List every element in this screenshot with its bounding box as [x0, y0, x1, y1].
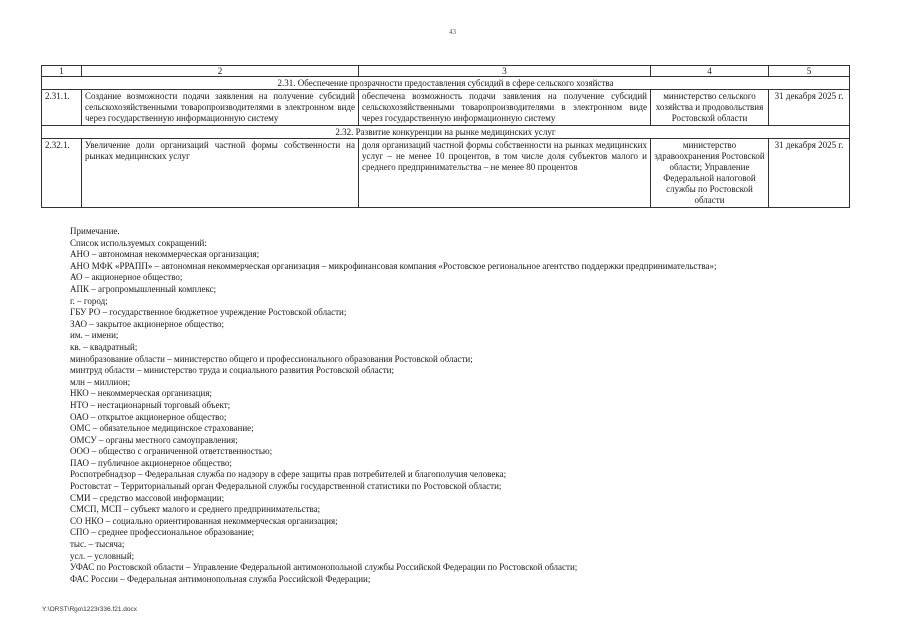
column-header: 4 — [651, 66, 769, 77]
indicator-cell: обеспечена возможность подачи заявления на получение субсидий сельскохозяйственными товаропроизводителями в электронном виде через государственную информационную систему — [359, 90, 651, 126]
responsible-cell: министерство здравоохранения Ростовской области; Управление Федеральной налоговой службы по Ростовской области — [651, 139, 769, 208]
section-title: 2.32. Развитие конкуренции на рынке медицинских услуг — [42, 126, 850, 139]
indicator-cell: доля организаций частной формы собственности на рынках медицинских услуг – не менее 10 процентов, в том числе доля субъектов малого и среднего предпринимательства – не менее 80 процентов — [359, 139, 651, 208]
page-number: 43 — [449, 28, 456, 36]
abbreviation-item: АНО МФК «РРАПП» – автономная некоммерческая организация – микрофинансовая компания «Ростовское региональное агентство поддержки предпринимательства»; — [70, 260, 717, 271]
responsible-cell: министерство сельского хозяйства и продовольствия Ростовской области — [651, 90, 769, 126]
abbreviation-item: СМСП, МСП – субъект малого и среднего предпринимательства; — [70, 504, 321, 515]
row-number: 2.32.1. — [42, 139, 82, 208]
abbreviation-item: кв. – квадратный; — [70, 341, 138, 352]
abbreviation-item: ЗАО – закрытое акционерное общество; — [70, 318, 225, 329]
abbreviation-item: усл. – условный; — [70, 550, 135, 561]
section-heading-row — [42, 77, 850, 90]
abbreviation-item: ОАО – открытое акционерное общество; — [70, 411, 227, 422]
abbreviation-item: АПК – агропромышленный комплекс; — [70, 283, 217, 294]
abbreviation-item: АНО – автономная некоммерческая организация; — [70, 249, 260, 260]
deadline-cell: 31 декабря 2025 г. — [769, 139, 850, 208]
abbreviation-item: им. – имени; — [70, 330, 119, 341]
table-row — [42, 90, 850, 126]
note-subtitle: Список используемых сокращений: — [70, 237, 207, 248]
abbreviations-note — [70, 226, 870, 585]
abbreviation-item: тыс. – тысяча; — [70, 539, 125, 550]
abbreviation-item: СО НКО – социально ориентированная некоммерческая организация; — [70, 515, 338, 526]
row-number: 2.31.1. — [42, 90, 82, 126]
abbreviation-item: СМИ – средство массовой информации; — [70, 492, 225, 503]
abbreviation-item: минтруд области – министерство труда и социального развития Ростовской области; — [70, 365, 394, 376]
column-header: 3 — [359, 66, 651, 77]
abbreviation-item: ФАС России – Федеральная антимонопольная служба Российской Федерации; — [70, 573, 371, 584]
abbreviation-item: Роспотребнадзор – Федеральная служба по надзору в сфере защиты прав потребителей и благополучия человека; — [70, 469, 507, 480]
column-header: 1 — [42, 66, 82, 77]
measure-cell: Создание возможности подачи заявления на получение субсидий сельскохозяйственными товаропроизводителями в электронном виде через государственную информационную систему — [82, 90, 359, 126]
abbreviation-item: НТО – нестационарный торговый объект; — [70, 399, 231, 410]
deadline-cell: 31 декабря 2025 г. — [769, 90, 850, 126]
abbreviation-item: ОМСУ – органы местного самоуправления; — [70, 434, 238, 445]
abbreviation-item: минобразование области – министерство общего и профессионального образования Ростовской области; — [70, 353, 473, 364]
abbreviation-item: УФАС по Ростовской области – Управление Федеральной антимонопольной службы Российской Федерации по Ростовской области; — [70, 562, 578, 573]
measure-cell: Увеличение доли организаций частной формы собственности на рынках медицинских услуг — [82, 139, 359, 208]
abbreviation-item: Ростовстат – Территориальный орган Федеральной службы государственной статистики по Ростовской области; — [70, 481, 502, 492]
section-heading-row — [42, 126, 850, 139]
abbreviation-item: ГБУ РО – государственное бюджетное учреждение Ростовской области; — [70, 307, 347, 318]
document-file-path: Y:\ORST\Rgo\1223r336.f21.docx — [42, 606, 138, 613]
column-header: 2 — [82, 66, 359, 77]
abbreviation-item: ПАО – публичное акционерное общество; — [70, 457, 232, 468]
abbreviation-item: АО – акционерное общество; — [70, 272, 183, 283]
abbreviation-item: ОМС – обязательное медицинское страхование; — [70, 423, 254, 434]
column-header: 5 — [769, 66, 850, 77]
table-header-row — [42, 66, 850, 77]
table-row — [42, 139, 850, 208]
abbreviation-item: ООО – общество с ограниченной ответственностью; — [70, 446, 273, 457]
section-title: 2.31. Обеспечение прозрачности предоставления субсидий в сфере сельского хозяйства — [42, 77, 850, 90]
abbreviation-item: млн – миллион; — [70, 376, 131, 387]
note-title: Примечание. — [70, 226, 120, 236]
abbreviation-item: НКО – некоммерческая организация; — [70, 388, 212, 399]
measures-table — [41, 65, 850, 208]
abbreviation-item: СПО – среднее профессиональное образование; — [70, 527, 255, 538]
abbreviation-item: г. – город; — [70, 295, 108, 306]
